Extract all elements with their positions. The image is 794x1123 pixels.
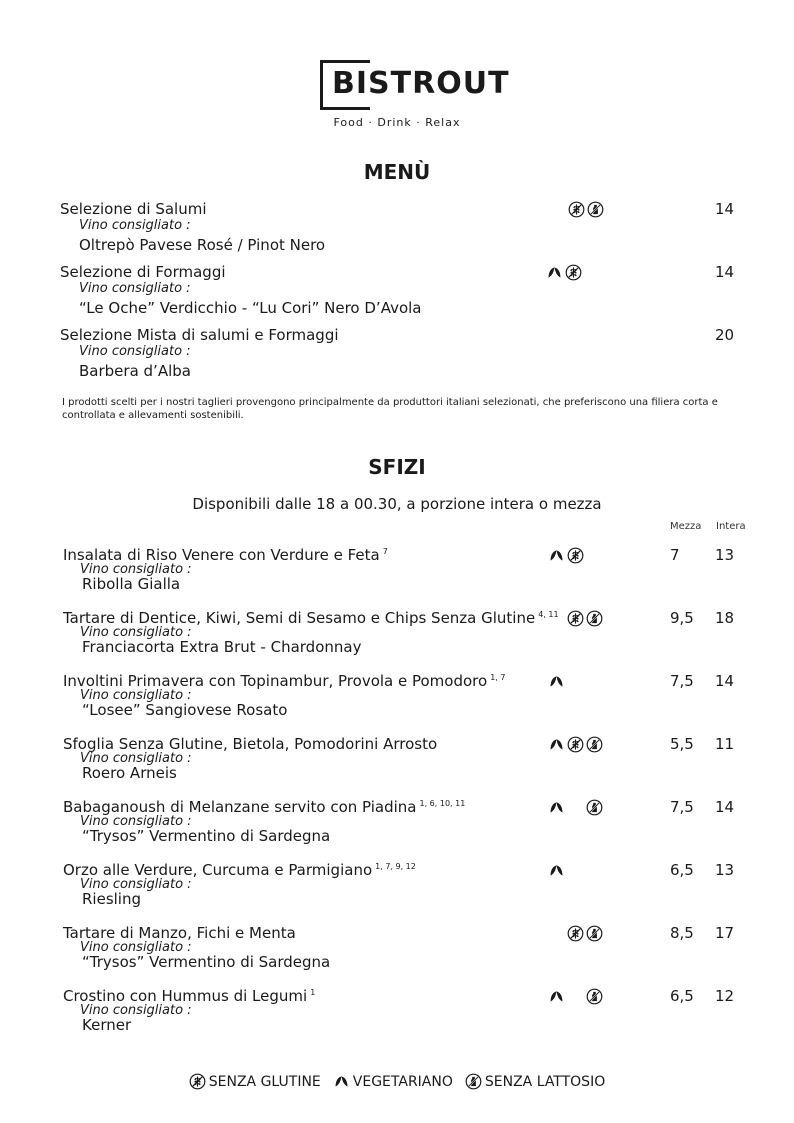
wine-name: Barbera d’Alba: [79, 362, 191, 380]
wine-name: “Le Oche” Verdicchio - “Lu Cori” Nero D’Avola: [79, 299, 422, 317]
diet-icons: [567, 610, 603, 627]
dish-name: Orzo alle Verdure, Curcuma e Parmigiano: [63, 861, 373, 879]
wine-label: Vino consigliato :: [79, 218, 191, 233]
menu-item-price: 14: [715, 200, 735, 218]
menu-item-name: Selezione di Salumi: [60, 200, 207, 218]
wine-name: Franciacorta Extra Brut - Chardonnay: [82, 638, 362, 656]
wine-name: Kerner: [82, 1016, 132, 1034]
wine-name: Riesling: [82, 890, 141, 908]
wine-name: Ribolla Gialla: [82, 575, 181, 593]
dish-name: Babaganoush di Melanzane servito con Piadina: [63, 798, 417, 816]
allergen-codes: 1: [310, 988, 316, 997]
legend: [0, 1073, 794, 1090]
column-header-half: Mezza: [670, 521, 702, 532]
gluten-free-icon: [567, 547, 584, 564]
wine-label: Vino consigliato :: [80, 625, 192, 640]
legend-lactose-free: [465, 1073, 605, 1090]
wine-name: Oltrepò Pavese Rosé / Pinot Nero: [79, 236, 326, 254]
price-half: 7,5: [670, 672, 694, 690]
diet-icons: [548, 673, 565, 690]
bistrout-logo: [320, 60, 510, 112]
gluten-free-icon: [565, 264, 582, 281]
leaf-icon: [548, 673, 565, 690]
diet-icons: [548, 862, 565, 879]
price-full: 14: [715, 798, 735, 816]
wine-label: Vino consigliato :: [79, 281, 191, 296]
sfizi-subtitle: Disponibili dalle 18 a 00.30, a porzione intera o mezza: [192, 495, 602, 513]
allergen-codes: 7: [382, 547, 388, 556]
lactose-free-icon: [586, 988, 603, 1005]
menu-item-name: Selezione Mista di salumi e Formaggi: [60, 326, 339, 344]
gluten-free-icon: [567, 736, 584, 753]
allergen-codes: 4, 11: [538, 610, 559, 619]
dish-name: Insalata di Riso Venere con Verdure e Feta: [63, 546, 380, 564]
price-full: 12: [715, 987, 735, 1005]
dish-name: Involtini Primavera con Topinambur, Provola e Pomodoro: [63, 672, 488, 690]
price-full: 13: [715, 546, 735, 564]
price-half: 9,5: [670, 609, 694, 627]
menu-item-price: 14: [715, 263, 735, 281]
leaf-icon: [548, 862, 565, 879]
leaf-icon: [546, 264, 563, 281]
lactose-free-icon: [586, 610, 603, 627]
menu-item-name: Selezione di Formaggi: [60, 263, 226, 281]
price-half: 7,5: [670, 798, 694, 816]
price-half: 6,5: [670, 987, 694, 1005]
wine-name: “Trysos” Vermentino di Sardegna: [82, 827, 331, 845]
legend-vegetarian: [333, 1073, 453, 1090]
dish-name: Sfoglia Senza Glutine, Bietola, Pomodorini Arrosto: [63, 735, 438, 753]
diet-icons: [548, 736, 603, 753]
wine-label: Vino consigliato :: [80, 1003, 192, 1018]
price-half: 7: [670, 546, 680, 564]
diet-icons: [546, 264, 582, 281]
leaf-icon: [548, 736, 565, 753]
price-half: 8,5: [670, 924, 694, 942]
gluten-free-icon: [568, 201, 585, 218]
logo-text: BISTROUT: [332, 66, 510, 101]
diet-icons: [548, 547, 584, 564]
price-full: 18: [715, 609, 735, 627]
menu-note: I prodotti scelti per i nostri taglieri provengono principalmente da produttori italiani selezionati, che preferiscono una filiera corta e controllata e allevamenti sostenibili.: [62, 397, 718, 421]
wine-name: “Trysos” Vermentino di Sardegna: [82, 953, 331, 971]
leaf-icon: [548, 988, 565, 1005]
diet-icons: [548, 988, 603, 1005]
leaf-icon: [333, 1073, 350, 1090]
price-full: 17: [715, 924, 735, 942]
sfizi-title: SFIZI: [368, 455, 426, 479]
wine-label: Vino consigliato :: [80, 814, 192, 829]
dish-name: Tartare di Dentice, Kiwi, Semi di Sesamo e Chips Senza Glutine: [63, 609, 536, 627]
legend-gluten-free: [189, 1073, 321, 1090]
icon-spacer: [567, 988, 584, 1005]
price-half: 5,5: [670, 735, 694, 753]
leaf-icon: [548, 799, 565, 816]
price-full: 14: [715, 672, 735, 690]
lactose-free-icon: [586, 925, 603, 942]
menu-item-price: 20: [715, 326, 735, 344]
tagline: Food · Drink · Relax: [333, 116, 461, 129]
legend-lactose-free-label: SENZA LATTOSIO: [484, 1073, 606, 1090]
wine-name: Roero Arneis: [82, 764, 177, 782]
allergen-codes: 1, 6, 10, 11: [419, 799, 466, 808]
dish-name: Crostino con Hummus di Legumi: [63, 987, 308, 1005]
gluten-free-icon: [567, 610, 584, 627]
price-half: 6,5: [670, 861, 694, 879]
wine-label: Vino consigliato :: [79, 344, 191, 359]
dish-name: Tartare di Manzo, Fichi e Menta: [63, 924, 296, 942]
legend-gluten-free-label: SENZA GLUTINE: [208, 1073, 321, 1090]
wine-name: “Losee” Sangiovese Rosato: [82, 701, 288, 719]
column-header-full: Intera: [716, 521, 746, 532]
price-full: 11: [715, 735, 735, 753]
wine-label: Vino consigliato :: [80, 877, 192, 892]
allergen-codes: 1, 7: [490, 673, 506, 682]
wine-label: Vino consigliato :: [80, 562, 192, 577]
lactose-free-icon: [586, 736, 603, 753]
diet-icons: [568, 201, 604, 218]
gluten-free-icon: [567, 925, 584, 942]
diet-icons: [567, 925, 603, 942]
diet-icons: [548, 799, 603, 816]
menu-title: MENÙ: [363, 160, 431, 184]
lactose-free-icon: [587, 201, 604, 218]
allergen-codes: 1, 7, 9, 12: [375, 862, 416, 871]
wine-label: Vino consigliato :: [80, 751, 192, 766]
lactose-free-icon: [586, 799, 603, 816]
icon-spacer: [567, 799, 584, 816]
wine-label: Vino consigliato :: [80, 940, 192, 955]
lactose-free-icon: [465, 1073, 482, 1090]
legend-vegetarian-label: VEGETARIANO: [352, 1073, 453, 1090]
gluten-free-icon: [189, 1073, 206, 1090]
wine-label: Vino consigliato :: [80, 688, 192, 703]
leaf-icon: [548, 547, 565, 564]
price-full: 13: [715, 861, 735, 879]
